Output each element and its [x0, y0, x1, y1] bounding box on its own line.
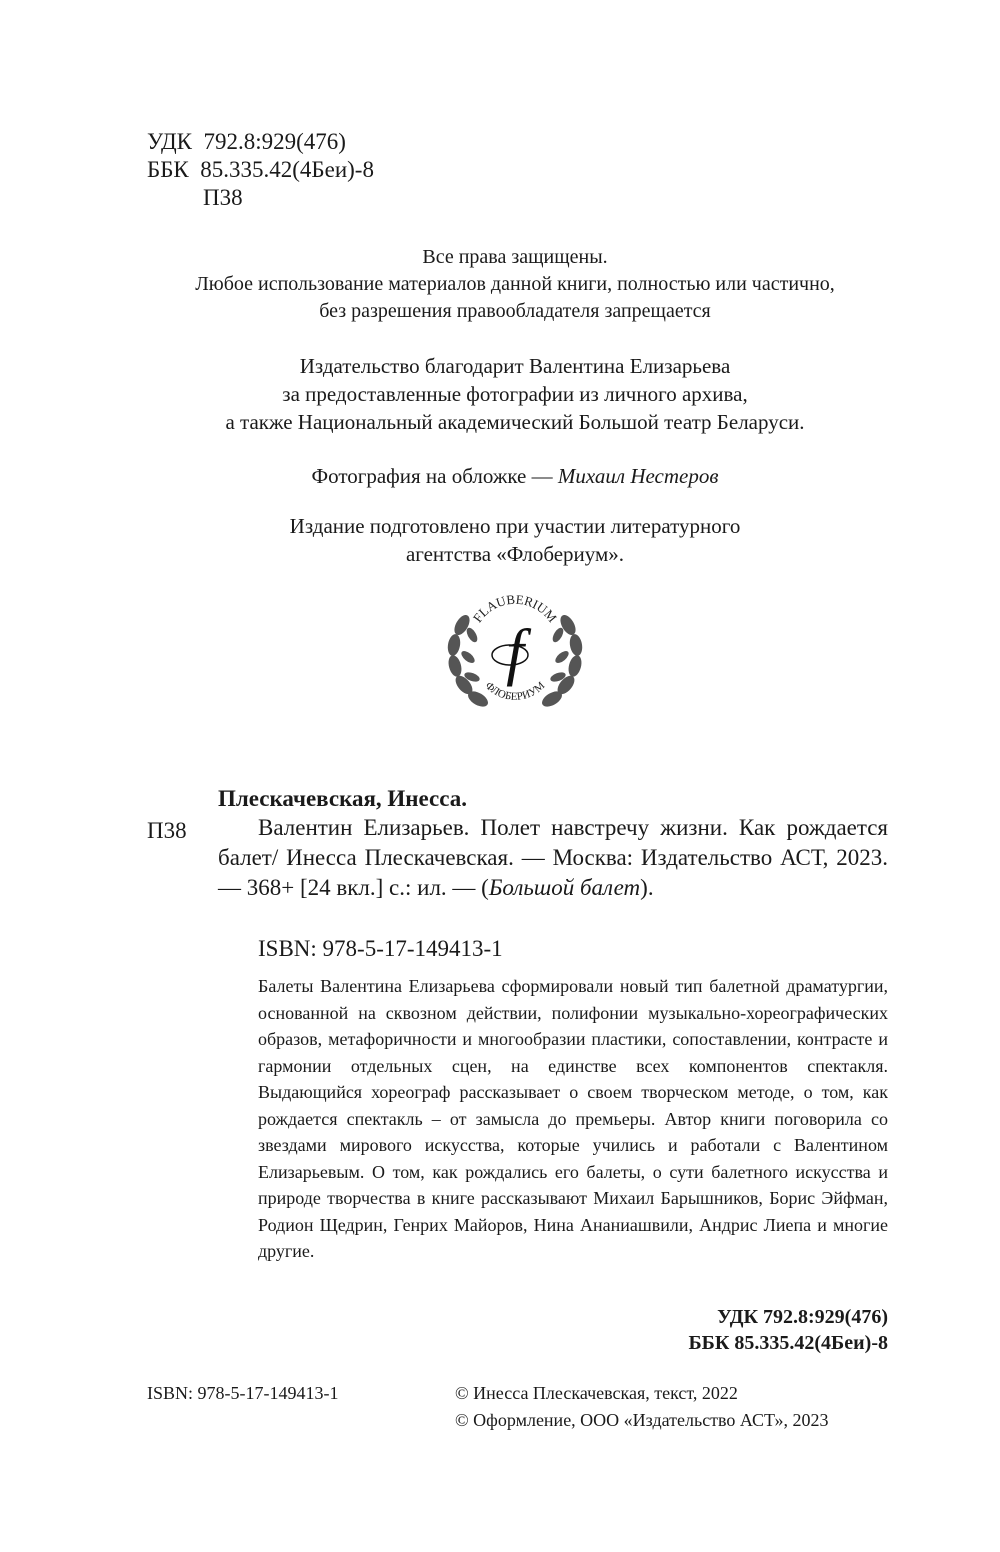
thanks-line: за предоставленные фотографии из личного архива, — [282, 382, 748, 406]
bibliographic-description — [218, 813, 888, 903]
udk-header — [147, 128, 374, 212]
catalog-code: П38 — [147, 818, 187, 843]
bbk-code: ББК 85.335.42(4Беи)-8 — [147, 157, 374, 182]
flauberium-logo — [440, 575, 590, 725]
catalog-bbk: ББК 85.335.42(4Беи)-8 — [688, 1332, 888, 1354]
footer-isbn: ISBN: 978-5-17-149413-1 — [147, 1383, 339, 1403]
catalog-classification — [600, 1304, 888, 1356]
rights-line: Все права защищены. — [422, 246, 608, 268]
agency-line: Издание подготовлено при участии литературного — [289, 514, 741, 538]
copyright-text: © Инесса Плескачевская, текст, 2022 — [455, 1383, 738, 1403]
udk-code: УДК 792.8:929(476) — [147, 129, 346, 154]
catalog-udk: УДК 792.8:929(476) — [717, 1306, 888, 1328]
series-name: Большой балет — [488, 875, 641, 900]
description-text: Валентин Елизарьев. Полет навстречу жизни. Как рождается балет/ Инесса Плескачевская. — Москва: Издательство АСТ, 2023. — 368+ [24 вкл.] с.: ил. — ( — [218, 815, 888, 900]
cover-photo-credit — [130, 462, 900, 490]
catalog-isbn: ISBN: 978-5-17-149413-1 — [258, 936, 503, 961]
svg-text:ФЛОБЕРИУМ: ФЛОБЕРИУМ — [482, 679, 548, 703]
acknowledgements — [130, 352, 900, 436]
copyright — [455, 1380, 829, 1434]
catalog-author: Плескачевская, Инесса. — [218, 786, 467, 811]
rights-notice — [130, 244, 900, 325]
logo-letter: f — [506, 616, 524, 687]
thanks-line: Издательство благодарит Валентина Елизарьева — [299, 354, 731, 378]
agency-note — [130, 512, 900, 568]
author-mark: П38 — [203, 185, 243, 210]
agency-line: агентства «Флобериум». — [405, 542, 625, 566]
annotation: Балеты Валентина Елизарьева сформировали новый тип балетной драматургии, основанной на сквозном действии, полифонии музыкально-хореографических образов, метафоричности и многообразии пластики, сопоставлении, контрасте и гармонии отдельных сцен, на единстве всех компонентов спектакля. Выдающийся хореограф рассказывает о своем творческом методе, о том, как рождается спектакль – от замысла до премьеры. Автор книги поговорила со звездами мирового искусства, которые учились и работали с Валентином Елизарьевым. О том, как рождались его балеты, о сути балетного искусства и природе творчества в книге рассказывают Михаил Барышников, Борис Эйфман, Родион Щедрин, Генрих Майоров, Нина Ананиашвили, Андрис Лиепа и многие другие. — [258, 976, 888, 1261]
svg-text:FLAUBERIUM: FLAUBERIUM — [469, 591, 561, 626]
thanks-line: а также Национальный академический Большой театр Беларуси. — [225, 410, 805, 434]
cover-photo-label: Фотография на обложке — — [311, 464, 558, 488]
rights-line: Любое использование материалов данной книги, полностью или частично, — [195, 273, 835, 295]
laurel-left-icon — [446, 612, 490, 709]
laurel-right-icon — [539, 612, 583, 709]
photographer-name: Михаил Нестеров — [557, 464, 719, 488]
description-end: ). — [640, 875, 654, 900]
rights-line: без разрешения правообладателя запрещается — [319, 300, 711, 322]
copyright-design: © Оформление, ООО «Издательство АСТ», 2023 — [455, 1410, 829, 1430]
